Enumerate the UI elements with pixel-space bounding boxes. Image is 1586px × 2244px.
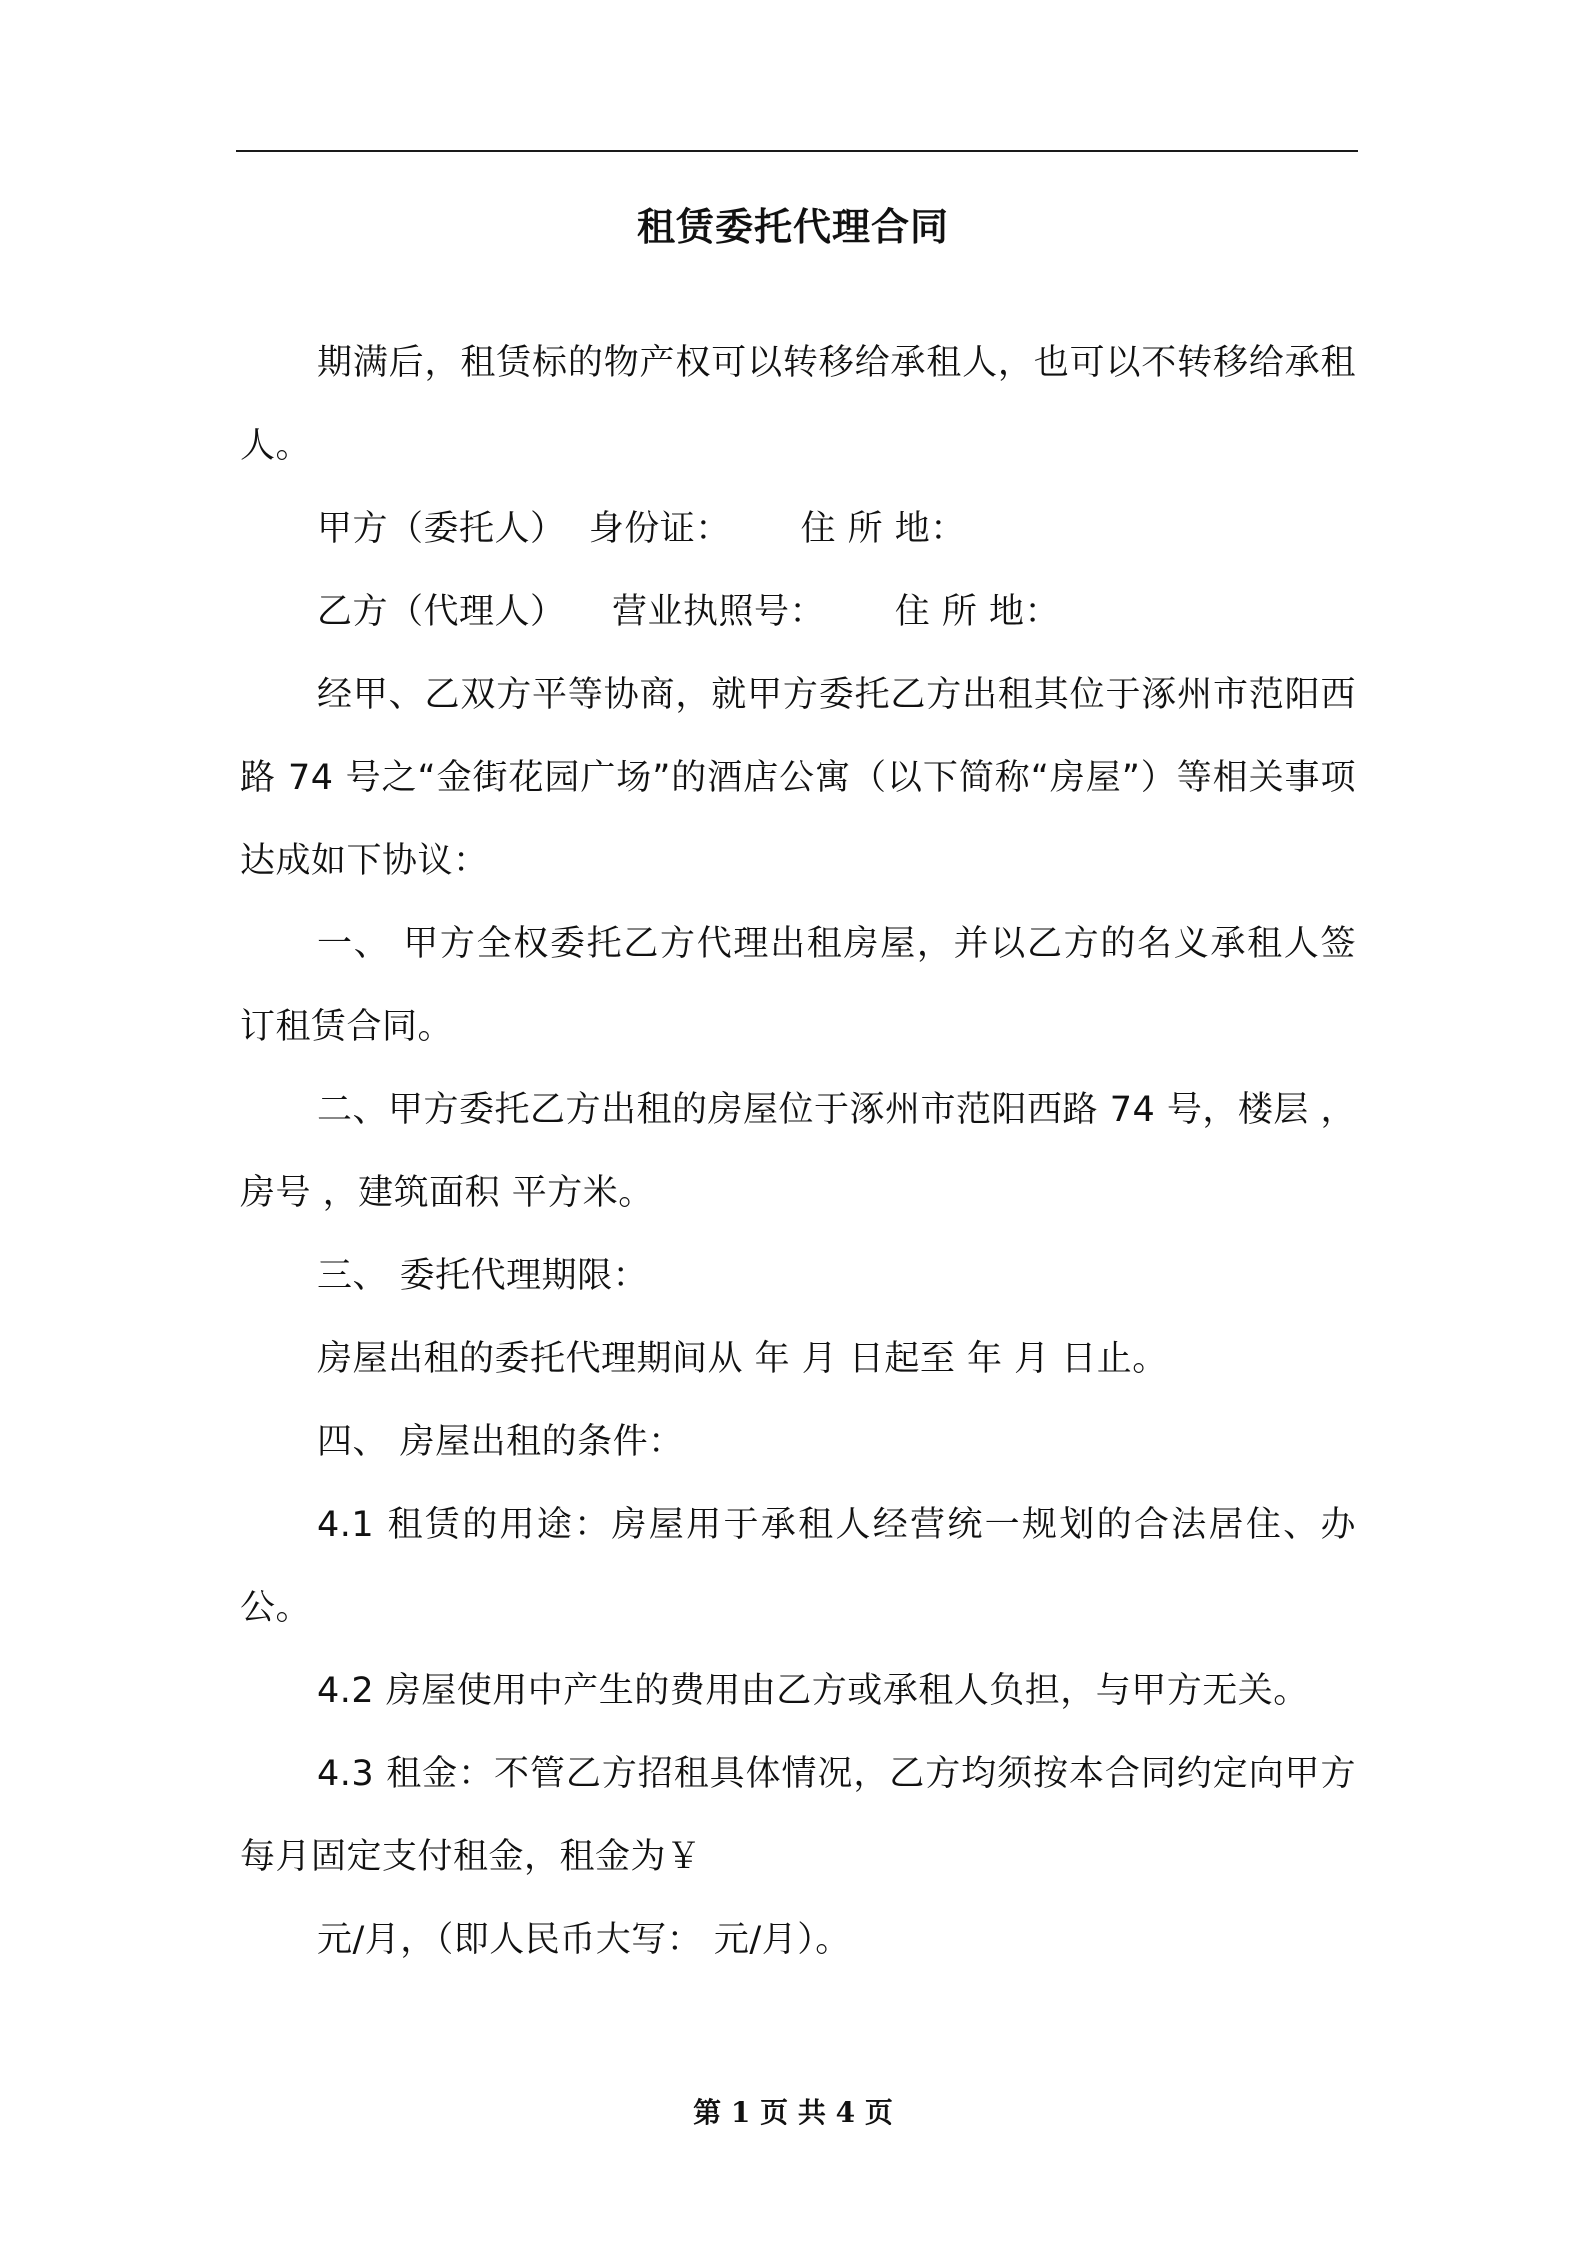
paragraph-clause-3-heading: 三、 委托代理期限： [317, 1256, 649, 1296]
paragraph-agency-period: 房屋出租的委托代理期间从 年 月 日起至 年 月 日止。 [317, 1339, 1168, 1379]
paragraph-agreement-intro: 经甲、乙双方平等协商，就甲方委托乙方出租其位于涿州市范阳西路 74 号之“金街花园广场”的酒店公寓（以下简称“房屋”）等相关事项达成如下协议： [240, 675, 1356, 881]
paragraph-clause-4-3: 4.3 租金：不管乙方招租具体情况，乙方均须按本合同约定向甲方每月固定支付租金，租金为￥ [240, 1754, 1356, 1877]
paragraph-clause-1: 一、 甲方全权委托乙方代理出租房屋，并以乙方的名义承租人签订租赁合同。 [240, 924, 1356, 1047]
document-body [240, 322, 1356, 1982]
header-divider [236, 150, 1358, 152]
paragraph-clause-4-heading: 四、 房屋出租的条件： [317, 1422, 684, 1462]
paragraph-clause-4-1: 4.1 租赁的用途：房屋用于承租人经营统一规划的合法居住、办公。 [240, 1505, 1356, 1628]
paragraph-clause-2: 二、甲方委托乙方出租的房屋位于涿州市范阳西路 74 号，楼层 ，房号 ，建筑面积 平方米。 [240, 1090, 1356, 1213]
paragraph-clause-4-2: 4.2 房屋使用中产生的费用由乙方或承租人负担，与甲方无关。 [317, 1671, 1309, 1711]
paragraph-party-b: 乙方（代理人） 营业执照号： 住 所 地： [317, 592, 1061, 632]
paragraph-lease-term-end: 期满后，租赁标的物产权可以转移给承租人，也可以不转移给承租人。 [240, 343, 1356, 466]
paragraph-rent-amount: 元/月，（即人民币大写： 元/月）。 [317, 1920, 851, 1960]
document-title: 租赁委托代理合同 [636, 205, 949, 249]
page-number: 第 1 页 共 4 页 [693, 2096, 893, 2129]
paragraph-party-a: 甲方（委托人） 身份证： 住 所 地： [317, 509, 966, 549]
